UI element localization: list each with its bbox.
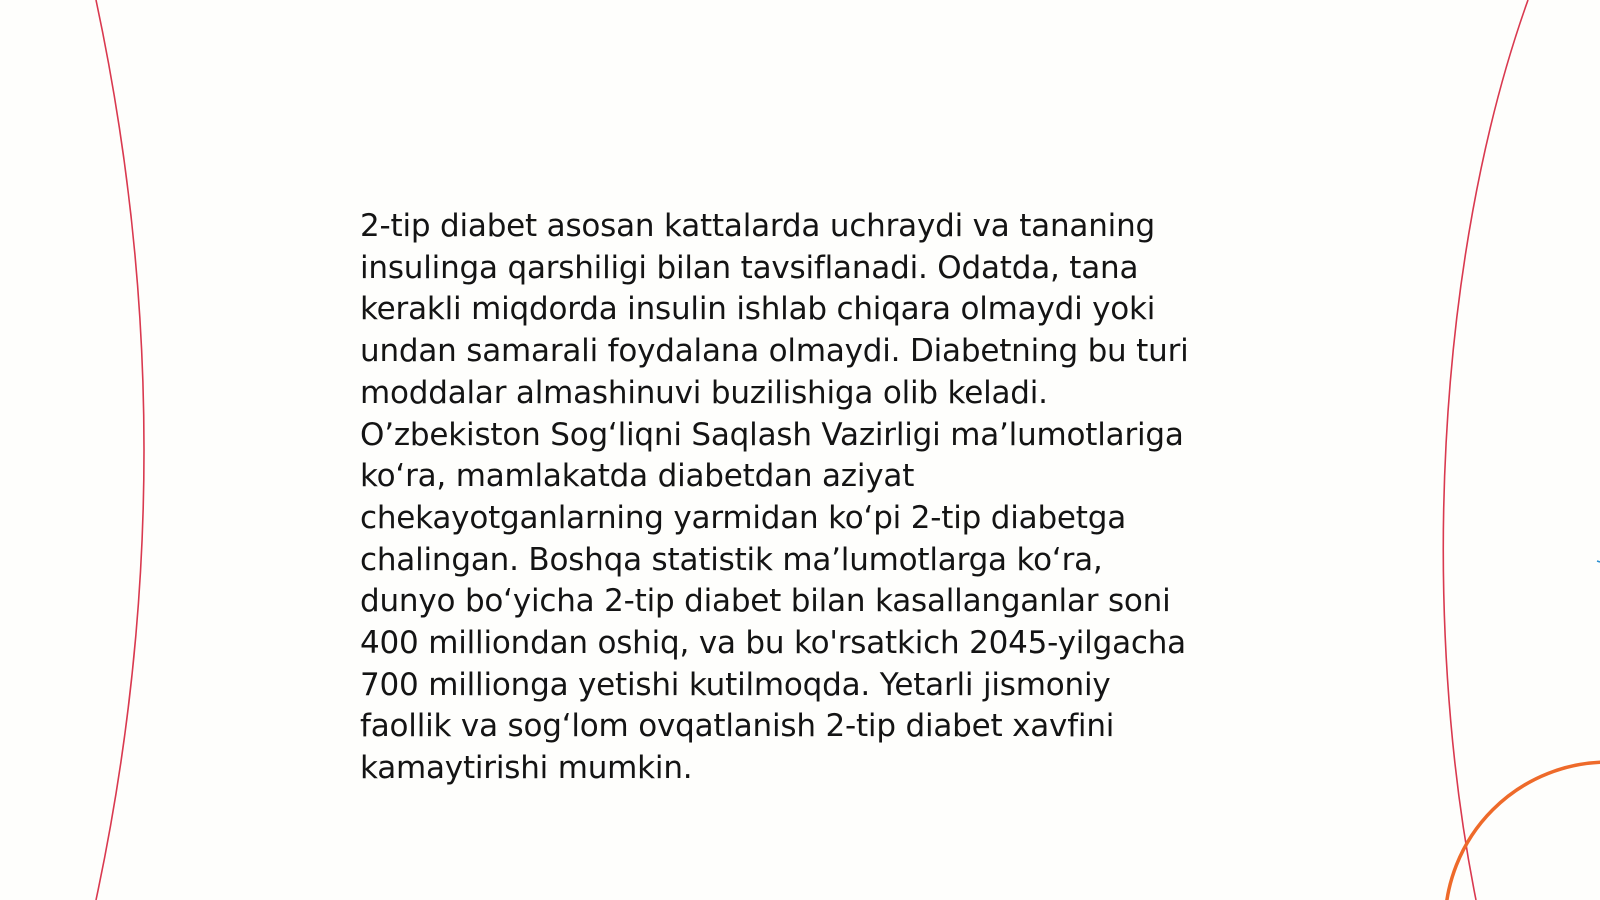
body-paragraph: 2-tip diabet asosan kattalarda uchraydi va tananing insulinga qarshiligi bilan tavsiflanadi. Odatda, tana kerakli miqdorda insulin ishlab chiqara olmaydi yoki undan samarali foydalana olmaydi. Diabetning bu turi moddalar almashinuvi buzilishiga olib keladi. O’zbekiston Sog‘liqni Saqlash Vazirligi ma’lumotlariga ko‘ra, mamlakatda diabetdan aziyat chekayotganlarning yarmidan ko‘pi 2-tip diabetga chalingan. Boshqa statistik ma’lumotlarga ko‘ra, dunyo bo‘yicha 2-tip diabet bilan kasallanganlar soni 400 milliondan oshiq, va bu ko'rsatkich 2045-yilgacha 700 millionga yetishi kutilmoqda. Yetarli jismoniy faollik va sog‘lom ovqatlanish 2-tip diabet xavfini kamaytirishi mumkin.: [360, 208, 1189, 787]
left-curve-line: [96, 0, 144, 900]
orange-circle-outline: [1445, 762, 1600, 900]
right-curve-line: [1443, 0, 1528, 900]
